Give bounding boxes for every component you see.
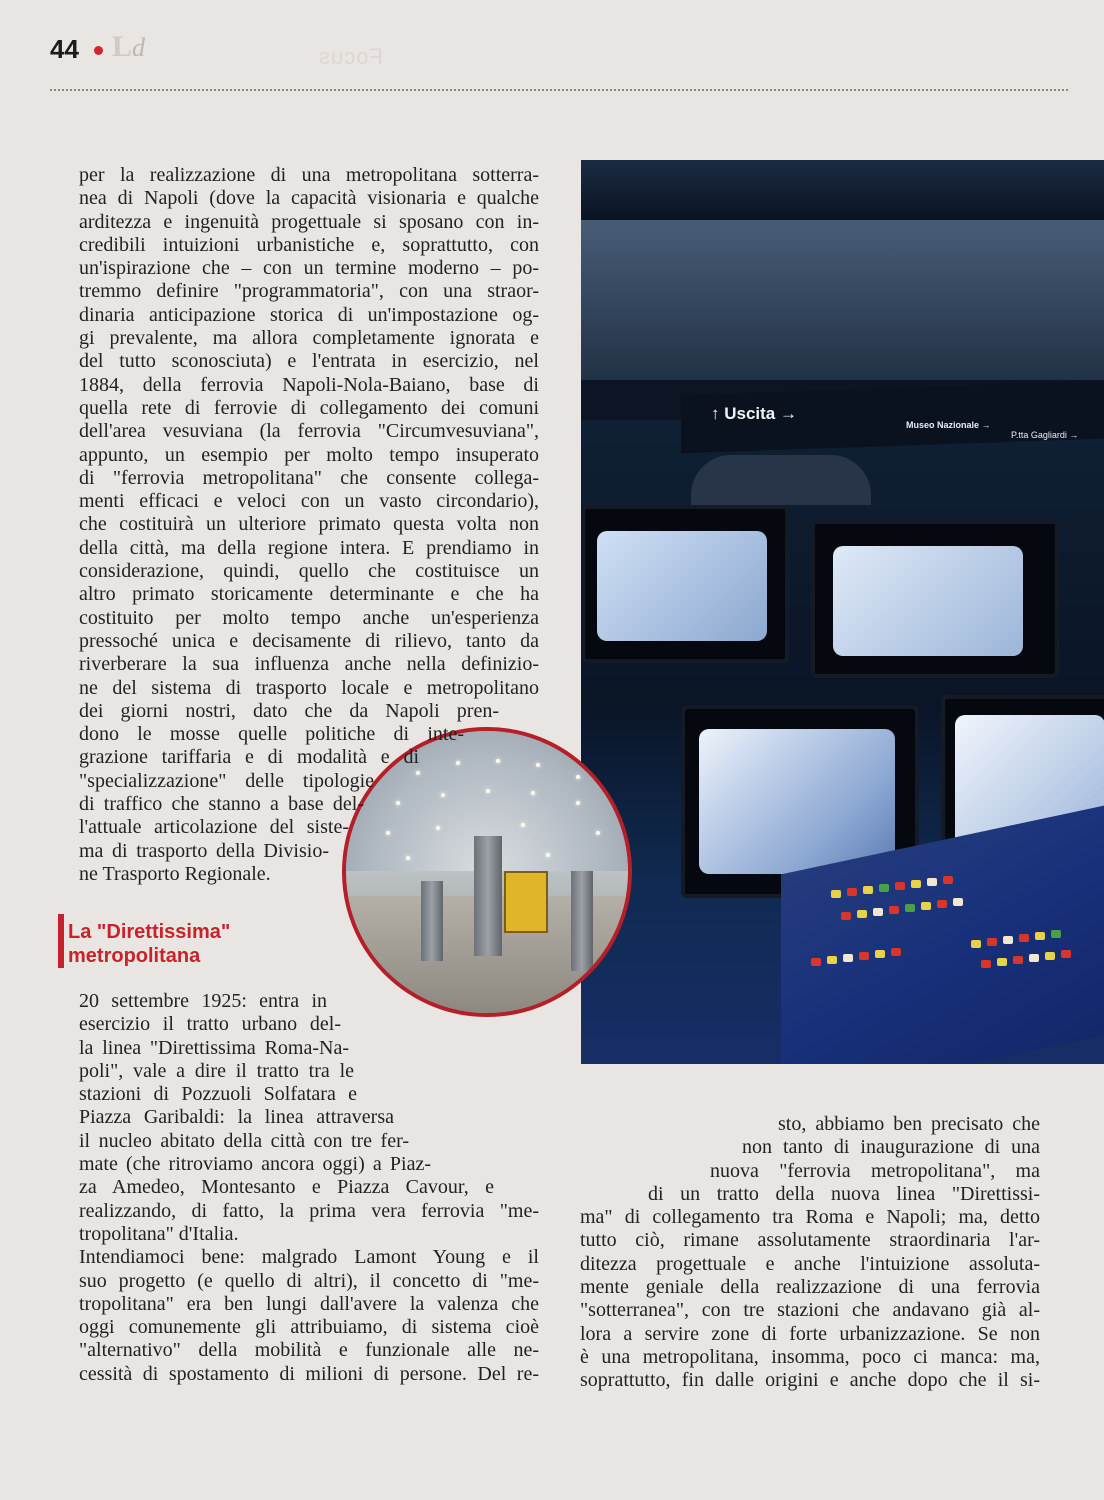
text-line: stazioni di Pozzuoli Solfatara e [79,1083,357,1106]
text-line: soprattutto, fin dalle origini e anche dopo che il si- [580,1369,1040,1392]
text-line: lora a servire zone di forte urbanizzazione. Se non [580,1322,1040,1345]
text-line: menti efficaci e veloci con un vasto circondario), [79,490,539,513]
text-line: considerazione, quindi, quello che costituisce un [79,560,539,583]
heading-line-1: La "Direttissima" [68,921,231,943]
monitor [811,520,1059,678]
text-line: za Amedeo, Montesanto e Piazza Cavour, e [79,1176,494,1199]
text-line: nuova "ferrovia metropolitana", ma [710,1159,1040,1182]
text-line: quella rete di ferrovie di collegamento dei comuni [79,396,539,419]
text-line: mente geniale della realizzazione di una ferrovia [580,1276,1040,1299]
text-line: del tutto sconosciuta) e l'entrata in esercizio, nel [79,350,539,373]
text-line: tutto ciò, rimane assolutamente straordinaria l'ar- [580,1229,1040,1252]
text-line: un'ispirazione che – con un termine moderno – po- [79,257,539,280]
text-line: esercizio il tratto urbano del- [79,1013,341,1036]
text-line: per la realizzazione di una metropolitana sotterra- [79,164,539,186]
text-line: riverberare la sua influenza anche nella definizio- [79,653,539,676]
body-right-column [580,1113,1040,1393]
section-heading [68,920,230,968]
text-line: costituito per molto tempo anche un'esperienza [79,606,539,629]
text-line: tropolitana" era ben lungi dall'avere la valenza che [79,1292,539,1315]
body-after-heading [79,990,539,1386]
text-line: cessità di spostamento di milioni di persone. Del re- [79,1362,539,1385]
text-line: mate (che ritroviamo ancora oggi) a Piaz- [79,1153,431,1176]
magazine-logo: Ld [112,30,146,63]
text-line: dono le mosse quelle politiche di inte- [79,723,464,746]
text-line: Intendiamoci bene: malgrado Lamont Young e il [79,1246,539,1269]
text-line: "sotterranea", con tre stazioni che andavano già al- [580,1299,1040,1322]
text-line: dell'area vesuviana (la ferrovia "Circumvesuviana", [79,420,539,443]
text-line: di traffico che stanno a base del- [79,793,364,816]
text-line: poli", vale a dire il tratto tra le [79,1059,354,1082]
text-line: "specializzazione" delle tipologie [79,769,374,792]
sign-square-text: P.tta Gagliardi → [1011,430,1079,440]
text-line: che costituirà un ulteriore primato questa volta non [79,513,539,536]
text-line: l'attuale articolazione del siste- [79,816,349,839]
text-line: di un tratto della nuova linea "Direttissi- [648,1182,1040,1205]
text-line: dinaria anticipazione storica di un'impostazione og- [79,303,539,326]
text-line: non tanto di inaugurazione di una [742,1136,1040,1159]
text-line: oggi comunemente gli attribuiamo, di sistema cioè [79,1316,539,1339]
text-line: nea di Napoli (dove la capacità visionaria e qualche [79,187,539,210]
sign-exit-text: ↑ Uscita → [711,404,797,423]
text-line: della città, ma della regione intera. E prendiamo in [79,536,539,559]
text-line: arditezza e ingenuità progettuale si sposano con in- [79,210,539,233]
text-line: la linea "Direttissima Roma-Na- [79,1036,349,1059]
text-line: realizzando, di fatto, la prima vera ferrovia "me- [79,1199,539,1222]
text-line: pressoché unica e decisamente di rilievo, tanto da [79,629,539,652]
text-line: ma di trasporto della Divisio- [79,839,329,862]
heading-line-2: metropolitana [68,945,201,967]
text-line: dei giorni nostri, dato che da Napoli pren- [79,699,499,722]
page-number: 44 [50,34,79,64]
text-line: il nucleo abitato della città con tre fer- [79,1129,409,1152]
text-line: "alternativo" della mobilità e funzionale alle ne- [79,1339,539,1362]
text-line: 20 settembre 1925: entra in [79,990,327,1012]
text-line: ma" di collegamento tra Roma e Napoli; ma, detto [580,1206,1040,1229]
monitor [581,505,789,663]
text-line: altro primato storicamente determinante e che ha [79,583,539,606]
text-line: ne del sistema di trasporto locale e metropolitano [79,676,539,699]
dotted-rule [50,89,1068,91]
text-line: di "ferrovia metropolitana" che consente collega- [79,466,539,489]
mirrored-bleed-text: Focus [318,44,383,69]
text-line: Piazza Garibaldi: la linea attraversa [79,1106,394,1129]
text-line: appunto, un esempio per molto tempo insuperato [79,443,539,466]
bullet-dot [94,46,103,55]
text-line: credibili intuizioni urbanistiche e, soprattutto, con [79,233,539,256]
text-line: suo progetto (e quello di altri), il concetto di "me- [79,1269,539,1292]
body-left-column [79,164,539,886]
operators-silhouette [691,455,871,505]
sign-museum-text: Museo Nazionale → [906,420,991,430]
text-line: è una metropolitana, insomma, poco ci manca: ma, [580,1345,1040,1368]
heading-bar [58,914,64,968]
text-line: tropolitana" d'Italia. [79,1222,239,1245]
text-line: 1884, della ferrovia Napoli-Nola-Baiano, base di [79,373,539,396]
text-line: tremmo definire "programmatoria", con una straor- [79,280,539,303]
text-line: ne Trasporto Regionale. [79,862,271,885]
text-line: gi prevalente, ma allora completamente ignorata e [79,327,539,350]
text-line: ditezza progettuale e anche l'intuizione assoluta- [580,1252,1040,1275]
text-line: grazione tariffaria e di modalità e di [79,746,419,769]
control-room-photo [581,160,1104,1064]
text-line: sto, abbiamo ben precisato che [778,1113,1040,1135]
